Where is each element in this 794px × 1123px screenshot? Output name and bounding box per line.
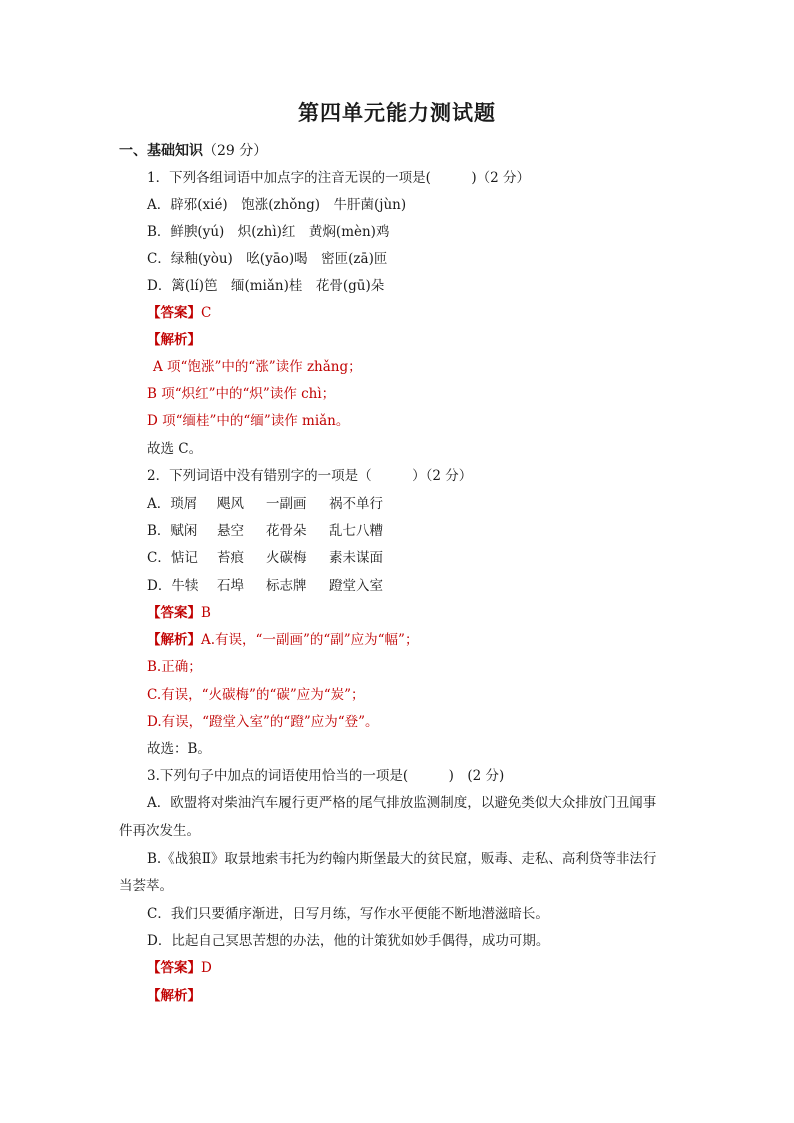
q3-option-b-cont: 当荟萃。: [119, 878, 173, 894]
q3-option-c: C．我们只要循序渐进，日写月练，写作水平便能不断地潜滋暗长。: [147, 906, 549, 922]
q2-option-c: [147, 548, 383, 568]
q2-option-cell: D．牛犊: [147, 578, 199, 594]
q2-option-b: [147, 521, 383, 541]
q2-option-cell: A．琐屑: [147, 496, 198, 512]
q3-answer: [147, 958, 212, 978]
q2-stem: 2．下列词语中没有错别字的一项是（ ）（2 分）: [147, 468, 473, 484]
q2-analysis-line: A.有误，“一副画”的“副”应为“幅”；: [201, 632, 419, 648]
q3-answer-tag: 【答案】: [147, 960, 201, 976]
q3-option-d: D．比起自己冥思苦想的办法，他的计策犹如妙手偶得，成功可期。: [147, 933, 550, 949]
q2-option-cell: 飓风: [217, 496, 244, 512]
q2-answer: [147, 603, 211, 623]
q3-stem: 3.下列句子中加点的词语使用恰当的一项是( ) (2 分): [147, 768, 505, 784]
q1-answer-tag: 【答案】: [147, 305, 201, 321]
q3-option-b: B.《战狼Ⅱ》取景地索韦托为约翰内斯堡最大的贫民窟，贩毒、走私、高利贷等非法行: [147, 851, 657, 867]
section-label: 一、基础知识: [119, 143, 203, 159]
q2-analysis-heading: [147, 630, 418, 650]
page-title: 第四单元能力测试题: [298, 100, 496, 125]
q1-analysis-line: D 项“缅桂”中的“缅”读作 miǎn。: [147, 413, 350, 429]
q2-option-cell: 祸不单行: [329, 496, 383, 512]
q2-option-d: [147, 576, 383, 596]
q3-option-a: A．欧盟将对柴油汽车履行更严格的尾气排放监测制度，以避免类似大众排放门丑闻事: [147, 795, 657, 811]
q2-answer-tag: 【答案】: [147, 605, 201, 621]
q1-option-b: B．鲜腴(yú) 炽(zhì)红 黄焖(mèn)鸡: [147, 224, 390, 240]
section-points: （29 分）: [203, 143, 268, 159]
q2-option-cell: 火碳梅: [266, 550, 307, 566]
section-heading: [119, 141, 267, 161]
q2-analysis-tag: 【解析】: [147, 632, 201, 648]
q2-option-cell: 标志牌: [266, 578, 307, 594]
q2-option-cell: 乱七八糟: [329, 523, 383, 539]
q3-option-a-cont: 件再次发生。: [119, 823, 200, 839]
q1-conclusion: 故选 C。: [147, 441, 203, 457]
q1-stem: 1．下列各组词语中加点字的注音无误的一项是( )（2 分）: [147, 170, 531, 186]
q1-analysis-tag: 【解析】: [147, 332, 201, 348]
q3-answer-value: D: [201, 960, 212, 976]
q1-option-c: C．绿釉(yòu) 吆(yāo)喝 密匝(zā)匝: [147, 251, 388, 267]
q1-option-d: D．篱(lí)笆 缅(miǎn)桂 花骨(gū)朵: [147, 278, 385, 294]
q2-option-cell: B．赋闲: [147, 523, 198, 539]
q2-answer-value: B: [201, 605, 211, 621]
q2-option-cell: 素未谋面: [329, 550, 383, 566]
q2-analysis-line: C.有误，“火碳梅”的“碳”应为“炭”；: [147, 687, 365, 703]
q2-option-cell: 悬空: [217, 523, 244, 539]
q1-analysis-line: B 项“炽红”中的“炽”读作 chì；: [147, 386, 336, 402]
q1-answer-value: C: [201, 305, 212, 321]
q2-conclusion: 故选：B。: [147, 741, 211, 757]
q2-option-cell: 蹬堂入室: [329, 578, 383, 594]
q2-option-cell: 苔痕: [217, 550, 244, 566]
q1-analysis-line: A 项“饱涨”中的“涨”读作 zhǎng；: [153, 359, 362, 375]
q2-option-cell: C．惦记: [147, 550, 198, 566]
q1-option-a: A．辟邪(xié) 饱涨(zhǒng) 牛肝菌(jùn): [147, 197, 407, 213]
q2-option-cell: 花骨朵: [266, 523, 307, 539]
q2-option-a: [147, 494, 383, 514]
q2-option-cell: 一副画: [266, 496, 307, 512]
q1-answer: [147, 303, 211, 323]
q2-analysis-line: B.正确；: [147, 659, 202, 675]
q3-analysis-heading: [147, 986, 201, 1006]
q1-analysis-heading: [147, 330, 201, 350]
q2-option-cell: 石埠: [217, 578, 244, 594]
q2-analysis-line: D.有误，“蹬堂入室”的“蹬”应为“登”。: [147, 714, 379, 730]
q3-analysis-tag: 【解析】: [147, 988, 201, 1004]
